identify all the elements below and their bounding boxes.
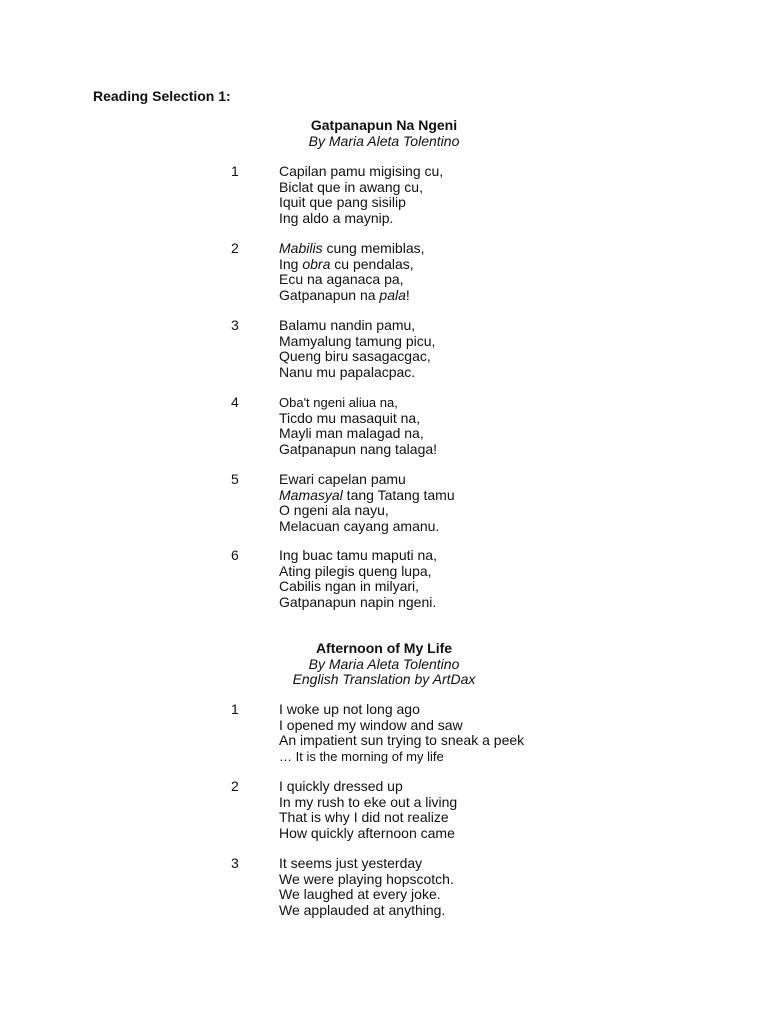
- poem1-author: By Maria Aleta Tolentino: [308, 132, 460, 149]
- poem1-title-block: [0, 118, 768, 149]
- stanza-line: We were playing hopscotch.: [279, 870, 454, 887]
- stanza-line: Balamu nandin pamu,: [279, 317, 416, 333]
- italic-word: obra: [302, 255, 331, 272]
- stanza-line: How quickly afternoon came: [279, 824, 455, 841]
- stanza-line: Capilan pamu migising cu,: [279, 163, 444, 179]
- stanza-line: Gatpanapun na pala!: [279, 286, 410, 303]
- stanza-line: Ing buac tamu maputi na,: [279, 547, 437, 563]
- stanza-number: 3: [231, 317, 239, 333]
- stanza-line: I opened my window and saw: [279, 716, 463, 733]
- stanza-line: In my rush to eke out a living: [279, 793, 458, 810]
- stanza-line: Ating pilegis queng lupa,: [279, 562, 432, 579]
- stanza-line: Ticdo mu masaquit na,: [279, 409, 421, 426]
- stanza-line: Iquit que pang sisilip: [279, 194, 406, 210]
- stanza-line: Gatpanapun nang talaga!: [279, 440, 438, 457]
- stanza-line: We laughed at every joke.: [279, 886, 441, 902]
- stanza-line: Queng biru sasagacgac,: [279, 348, 431, 364]
- poem2-translator: English Translation by ArtDax: [292, 671, 476, 687]
- stanza-line: Mamasyal tang Tatang tamu: [279, 486, 455, 503]
- stanza-line: … It is the morning of my life: [279, 748, 444, 764]
- stanza-line: Mayli man malagad na,: [279, 425, 424, 441]
- stanza-line: An impatient sun trying to sneak a peek: [279, 732, 525, 748]
- stanza-number: 2: [231, 240, 239, 256]
- stanza-number: 5: [231, 471, 239, 487]
- stanza-number: 1: [231, 163, 239, 179]
- stanza-line: Ecu na aganaca pa,: [279, 271, 404, 287]
- stanza-number: 6: [231, 547, 239, 563]
- stanza-line: Ing aldo a maynip.: [279, 209, 394, 226]
- italic-word: Mamasyal: [279, 486, 343, 503]
- italic-word: Mabilis: [279, 240, 323, 256]
- stanza-line: Mabilis cung memiblas,: [279, 240, 425, 256]
- poem2-title-block: [0, 641, 768, 688]
- stanza-line: Cabilis ngan in milyari,: [279, 578, 420, 594]
- italic-word: pala: [379, 286, 406, 303]
- stanza-line: I quickly dressed up: [279, 778, 403, 794]
- stanza-number: 3: [231, 855, 239, 871]
- poem1-title: Gatpanapun Na Ngeni: [310, 117, 458, 133]
- stanza-line: That is why I did not realize: [279, 809, 449, 825]
- stanza-line: O ngeni ala nayu,: [279, 502, 389, 518]
- section-heading: Reading Selection 1:: [93, 88, 231, 104]
- stanza-line: We applauded at anything.: [279, 901, 446, 918]
- poem2-author: By Maria Aleta Tolentino: [308, 655, 460, 672]
- stanza-line: It seems just yesterday: [279, 855, 423, 871]
- stanza-line: Ing obra cu pendalas,: [279, 255, 414, 272]
- stanza-number: 4: [231, 394, 239, 410]
- stanza-line: Melacuan cayang amanu.: [279, 517, 440, 534]
- stanza-line: Biclat que in awang cu,: [279, 178, 423, 195]
- stanza-line: Ewari capelan pamu: [279, 471, 406, 487]
- stanza-line: Oba't ngeni aliua na,: [279, 395, 398, 410]
- stanza-line: Nanu mu papalacpac.: [279, 363, 416, 380]
- stanza-number: 1: [231, 701, 239, 717]
- stanza-line: Gatpanapun napin ngeni.: [279, 593, 437, 610]
- stanza-number: 2: [231, 778, 239, 794]
- poem2-title: Afternoon of My Life: [315, 640, 453, 656]
- stanza-line: I woke up not long ago: [279, 701, 420, 717]
- stanza-line: Mamyalung tamung picu,: [279, 332, 436, 349]
